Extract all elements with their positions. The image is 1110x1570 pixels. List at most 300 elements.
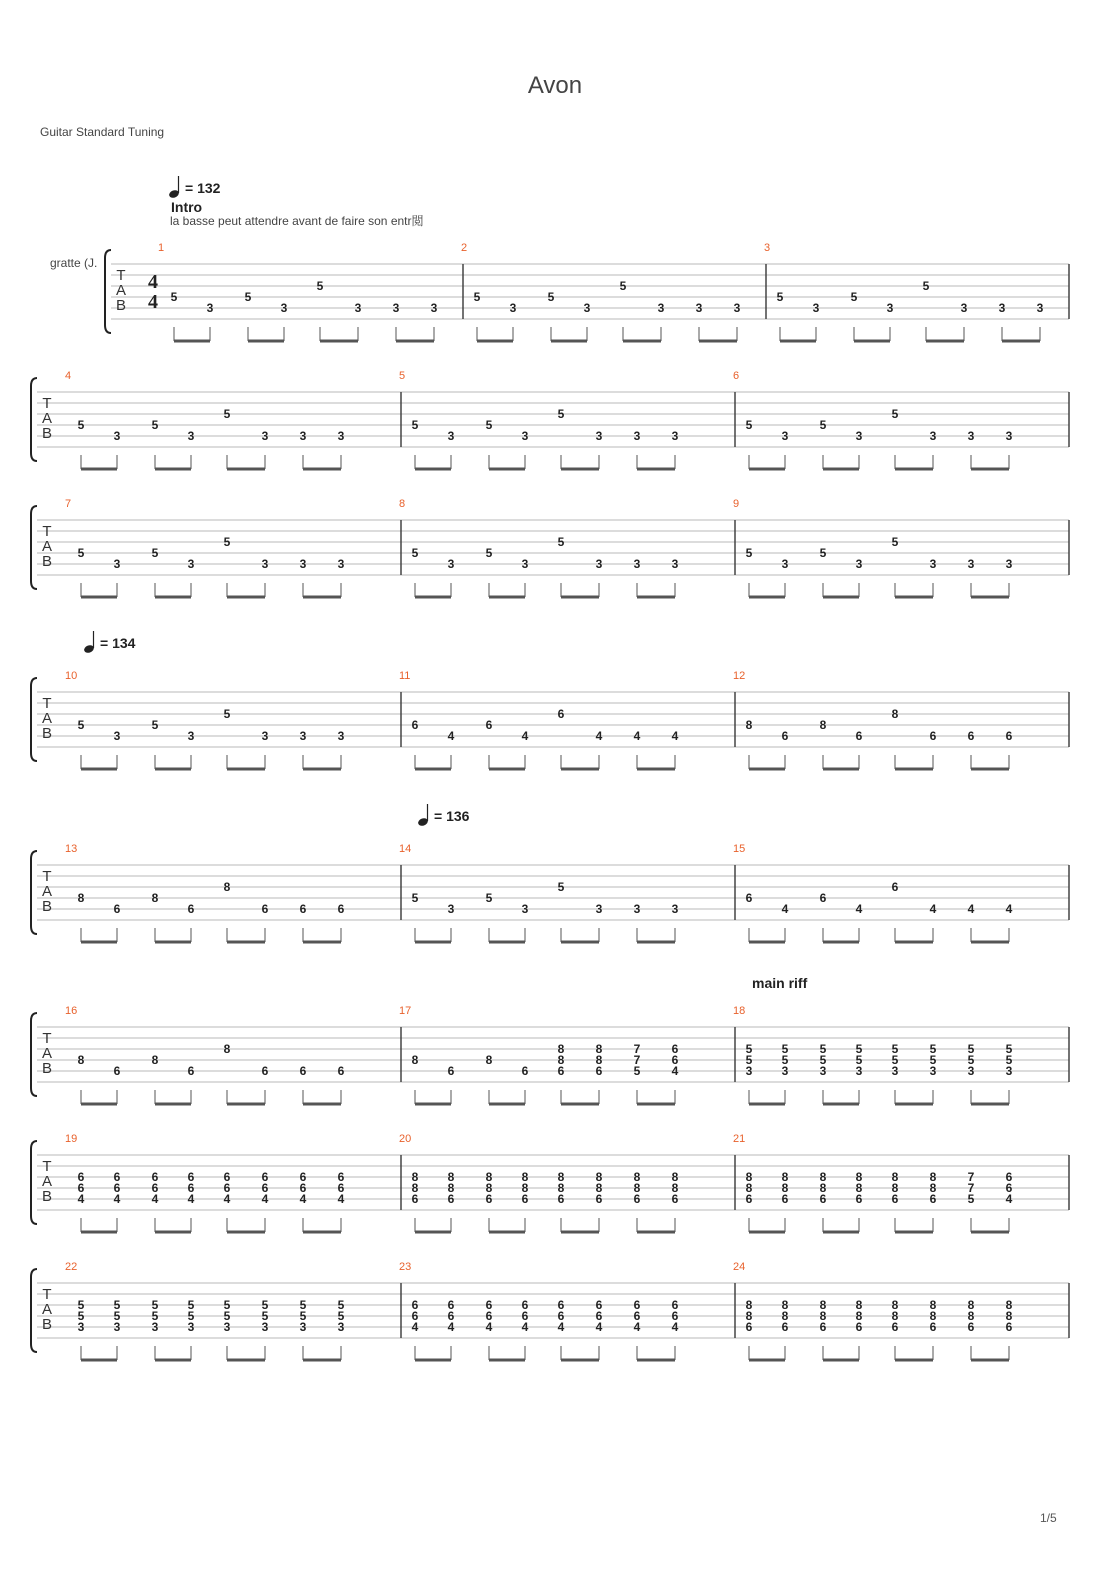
system-bracket: [31, 1013, 37, 1096]
fret-number: 5: [223, 1298, 231, 1312]
fret-number: 4: [337, 1192, 345, 1206]
fret-number: 6: [411, 1298, 419, 1312]
fret-number: 8: [411, 1181, 419, 1195]
fret-number: 3: [781, 429, 789, 443]
fret-number: 5: [299, 1309, 307, 1323]
fret-number: 5: [261, 1298, 269, 1312]
fret-number: 4: [633, 729, 641, 743]
fret-number: 4: [595, 729, 603, 743]
fret-number: 6: [261, 1064, 269, 1078]
tab-clef-letter: B: [41, 1060, 53, 1077]
fret-number: 4: [447, 729, 455, 743]
fret-number: 5: [891, 1042, 899, 1056]
fret-number: 3: [337, 1320, 345, 1334]
system-bracket: [105, 250, 111, 333]
fret-number: 8: [671, 1170, 679, 1184]
tab-clef-letter: T: [116, 267, 126, 284]
fret-number: 5: [1005, 1042, 1013, 1056]
fret-number: 6: [261, 1170, 269, 1184]
fret-number: 5: [77, 718, 85, 732]
fret-number: 7: [633, 1053, 641, 1067]
fret-number: 8: [557, 1042, 565, 1056]
fret-number: 6: [485, 1192, 493, 1206]
fret-number: 6: [671, 1053, 679, 1067]
fret-number: 8: [633, 1181, 641, 1195]
fret-number: 5: [485, 891, 493, 905]
fret-number: 3: [337, 429, 345, 443]
fret-number: 5: [891, 1053, 899, 1067]
fret-number: 5: [547, 290, 555, 304]
fret-number: 3: [671, 902, 679, 916]
fret-number: 6: [855, 729, 863, 743]
fret-number: 6: [595, 1192, 603, 1206]
fret-number: 4: [633, 1320, 641, 1334]
fret-number: 3: [1005, 557, 1013, 571]
tab-clef-letter: B: [41, 425, 53, 442]
fret-number: 6: [187, 1181, 195, 1195]
measure-number: 9: [733, 498, 740, 510]
fret-number: 5: [891, 407, 899, 421]
fret-number: 3: [299, 1320, 307, 1334]
fret-number: 3: [151, 1320, 159, 1334]
fret-number: 6: [187, 1064, 195, 1078]
fret-number: 6: [819, 1192, 827, 1206]
fret-number: 8: [521, 1181, 529, 1195]
fret-number: 8: [745, 1181, 753, 1195]
fret-number: 6: [151, 1181, 159, 1195]
fret-number: 6: [671, 1309, 679, 1323]
fret-number: 4: [595, 1320, 603, 1334]
fret-number: 8: [77, 891, 85, 905]
measure-number: 19: [65, 1133, 78, 1145]
fret-number: 3: [583, 301, 591, 315]
fret-number: 5: [151, 418, 159, 432]
fret-number: 5: [781, 1042, 789, 1056]
fret-number: 6: [745, 1192, 753, 1206]
fret-number: 4: [411, 1320, 419, 1334]
fret-number: 6: [337, 1170, 345, 1184]
fret-number: 3: [733, 301, 741, 315]
fret-number: 5: [855, 1053, 863, 1067]
fret-number: 6: [855, 1320, 863, 1334]
fret-number: 3: [113, 1320, 121, 1334]
fret-number: 3: [187, 557, 195, 571]
fret-number: 6: [411, 1192, 419, 1206]
fret-number: 8: [595, 1170, 603, 1184]
fret-number: 5: [745, 1053, 753, 1067]
fret-number: 4: [299, 1192, 307, 1206]
fret-number: 3: [509, 301, 517, 315]
fret-number: 3: [671, 557, 679, 571]
fret-number: 3: [447, 429, 455, 443]
fret-number: 3: [187, 729, 195, 743]
fret-number: 6: [557, 1192, 565, 1206]
fret-number: 5: [819, 546, 827, 560]
measure-number: 1: [158, 242, 165, 254]
fret-number: 8: [223, 1042, 231, 1056]
fret-number: 8: [819, 1181, 827, 1195]
fret-number: 6: [113, 902, 121, 916]
fret-number: 5: [819, 1042, 827, 1056]
measure-number: 5: [399, 370, 406, 382]
fret-number: 3: [657, 301, 665, 315]
fret-number: 6: [557, 1309, 565, 1323]
system-bracket: [31, 1269, 37, 1352]
fret-number: 6: [521, 1192, 529, 1206]
fret-number: 5: [819, 1053, 827, 1067]
fret-number: 5: [922, 279, 930, 293]
fret-number: 8: [891, 1309, 899, 1323]
fret-number: 3: [299, 429, 307, 443]
fret-number: 5: [170, 290, 178, 304]
tab-clef-letter: T: [42, 523, 52, 540]
fret-number: 5: [473, 290, 481, 304]
fret-number: 8: [745, 1309, 753, 1323]
fret-number: 8: [1005, 1298, 1013, 1312]
fret-number: 8: [781, 1170, 789, 1184]
tuning-label: Guitar Standard Tuning: [40, 125, 165, 139]
fret-number: 5: [316, 279, 324, 293]
fret-number: 3: [261, 429, 269, 443]
measure-number: 18: [733, 1005, 746, 1017]
fret-number: 6: [595, 1064, 603, 1078]
fret-number: 5: [151, 1298, 159, 1312]
tempo-marking: = 134: [100, 635, 136, 651]
fret-number: 3: [891, 1064, 899, 1078]
fret-number: 5: [261, 1309, 269, 1323]
fret-number: 8: [855, 1309, 863, 1323]
fret-number: 8: [819, 1309, 827, 1323]
tab-clef-letter: T: [42, 395, 52, 412]
fret-number: 6: [447, 1309, 455, 1323]
fret-number: 6: [299, 902, 307, 916]
section-label: main riff: [752, 975, 808, 991]
fret-number: 4: [187, 1192, 195, 1206]
tab-clef-letter: A: [41, 410, 53, 427]
fret-number: 6: [929, 1192, 937, 1206]
fret-number: 8: [929, 1170, 937, 1184]
fret-number: 8: [781, 1298, 789, 1312]
fret-number: 3: [280, 301, 288, 315]
fret-number: 6: [485, 1309, 493, 1323]
fret-number: 4: [671, 729, 679, 743]
fret-number: 6: [521, 1309, 529, 1323]
fret-number: 5: [891, 535, 899, 549]
tab-clef-letter: B: [41, 1316, 53, 1333]
fret-number: 3: [633, 557, 641, 571]
fret-number: 6: [781, 1320, 789, 1334]
fret-number: 3: [113, 557, 121, 571]
fret-number: 6: [633, 1192, 641, 1206]
fret-number: 8: [929, 1181, 937, 1195]
measure-number: 12: [733, 670, 746, 682]
fret-number: 6: [819, 891, 827, 905]
fret-number: 5: [819, 418, 827, 432]
fret-number: 3: [595, 902, 603, 916]
tempo-marking: = 132: [185, 180, 221, 196]
fret-number: 4: [1005, 1192, 1013, 1206]
fret-number: 3: [855, 1064, 863, 1078]
fret-number: 4: [671, 1320, 679, 1334]
fret-number: 6: [671, 1298, 679, 1312]
fret-number: 5: [223, 1309, 231, 1323]
fret-number: 3: [1005, 1064, 1013, 1078]
system-bracket: [31, 851, 37, 934]
fret-number: 6: [929, 1320, 937, 1334]
system-bracket: [31, 678, 37, 761]
fret-number: 4: [485, 1320, 493, 1334]
fret-number: 6: [1005, 729, 1013, 743]
measure-number: 23: [399, 1261, 412, 1273]
fret-number: 4: [557, 1320, 565, 1334]
fret-number: 5: [745, 418, 753, 432]
instrument-name: gratte (J.: [50, 256, 98, 270]
fret-number: 3: [886, 301, 894, 315]
fret-number: 5: [223, 535, 231, 549]
section-label: Intro: [171, 199, 203, 215]
fret-number: 3: [781, 1064, 789, 1078]
fret-number: 6: [557, 707, 565, 721]
fret-number: 6: [521, 1298, 529, 1312]
system-bracket: [31, 506, 37, 589]
fret-number: 3: [354, 301, 362, 315]
measure-number: 2: [461, 242, 468, 254]
fret-number: 6: [929, 729, 937, 743]
fret-number: 6: [261, 1181, 269, 1195]
fret-number: 5: [557, 880, 565, 894]
fret-number: 5: [929, 1042, 937, 1056]
fret-number: 4: [447, 1320, 455, 1334]
fret-number: 3: [337, 557, 345, 571]
fret-number: 3: [998, 301, 1006, 315]
fret-number: 8: [411, 1170, 419, 1184]
fret-number: 5: [411, 418, 419, 432]
fret-number: 3: [299, 729, 307, 743]
tab-clef-letter: T: [42, 1030, 52, 1047]
fret-number: 6: [485, 718, 493, 732]
fret-number: 4: [77, 1192, 85, 1206]
fret-number: 3: [521, 429, 529, 443]
score-title: Avon: [527, 72, 583, 99]
fret-number: 3: [392, 301, 400, 315]
fret-number: 6: [595, 1298, 603, 1312]
fret-number: 5: [619, 279, 627, 293]
fret-number: 6: [299, 1181, 307, 1195]
measure-number: 14: [399, 843, 412, 855]
fret-number: 6: [411, 718, 419, 732]
fret-number: 8: [485, 1170, 493, 1184]
fret-number: 3: [929, 1064, 937, 1078]
tab-clef-letter: B: [115, 297, 127, 314]
fret-number: 3: [261, 1320, 269, 1334]
fret-number: 6: [521, 1064, 529, 1078]
fret-number: 3: [447, 902, 455, 916]
fret-number: 3: [745, 1064, 753, 1078]
fret-number: 8: [151, 1053, 159, 1067]
fret-number: 3: [521, 902, 529, 916]
fret-number: 3: [967, 1064, 975, 1078]
fret-number: 6: [77, 1170, 85, 1184]
fret-number: 6: [967, 729, 975, 743]
fret-number: 6: [1005, 1170, 1013, 1184]
fret-number: 6: [671, 1042, 679, 1056]
system-bracket: [31, 378, 37, 461]
fret-number: 3: [929, 429, 937, 443]
fret-number: 8: [855, 1170, 863, 1184]
fret-number: 6: [781, 1192, 789, 1206]
fret-number: 6: [891, 1320, 899, 1334]
fret-number: 6: [891, 1192, 899, 1206]
fret-number: 8: [223, 880, 231, 894]
fret-number: 8: [929, 1309, 937, 1323]
fret-number: 5: [77, 546, 85, 560]
fret-number: 7: [633, 1042, 641, 1056]
fret-number: 5: [485, 546, 493, 560]
fret-number: 5: [781, 1053, 789, 1067]
fret-number: 4: [855, 902, 863, 916]
fret-number: 5: [557, 535, 565, 549]
fret-number: 6: [299, 1170, 307, 1184]
fret-number: 4: [671, 1064, 679, 1078]
fret-number: 8: [781, 1181, 789, 1195]
measure-number: 15: [733, 843, 746, 855]
fret-number: 5: [77, 418, 85, 432]
fret-number: 8: [595, 1042, 603, 1056]
fret-number: 8: [595, 1181, 603, 1195]
tab-clef-letter: A: [41, 710, 53, 727]
fret-number: 8: [557, 1170, 565, 1184]
fret-number: 8: [745, 1170, 753, 1184]
fret-number: 8: [77, 1053, 85, 1067]
fret-number: 5: [855, 1042, 863, 1056]
fret-number: 5: [776, 290, 784, 304]
fret-number: 5: [967, 1042, 975, 1056]
fret-number: 5: [151, 718, 159, 732]
fret-number: 3: [261, 729, 269, 743]
measure-number: 16: [65, 1005, 78, 1017]
fret-number: 3: [447, 557, 455, 571]
fret-number: 5: [411, 891, 419, 905]
fret-number: 6: [967, 1320, 975, 1334]
measure-number: 6: [733, 370, 740, 382]
fret-number: 5: [967, 1192, 975, 1206]
fret-number: 6: [447, 1298, 455, 1312]
tab-clef-letter: B: [41, 553, 53, 570]
fret-number: 5: [187, 1309, 195, 1323]
fret-number: 6: [447, 1064, 455, 1078]
fret-number: 5: [1005, 1053, 1013, 1067]
fret-number: 8: [855, 1298, 863, 1312]
fret-number: 8: [891, 707, 899, 721]
fret-number: 5: [337, 1298, 345, 1312]
fret-number: 5: [485, 418, 493, 432]
fret-number: 6: [595, 1309, 603, 1323]
fret-number: 6: [745, 891, 753, 905]
fret-number: 6: [261, 902, 269, 916]
fret-number: 5: [113, 1309, 121, 1323]
fret-number: 8: [855, 1181, 863, 1195]
fret-number: 3: [781, 557, 789, 571]
fret-number: 6: [781, 729, 789, 743]
fret-number: 8: [819, 1298, 827, 1312]
tab-clef-letter: B: [41, 1188, 53, 1205]
fret-number: 6: [113, 1170, 121, 1184]
measure-number: 24: [733, 1261, 746, 1273]
tab-clef-letter: T: [42, 868, 52, 885]
measure-number: 17: [399, 1005, 412, 1017]
fret-number: 5: [223, 407, 231, 421]
fret-number: 3: [206, 301, 214, 315]
fret-number: 3: [1036, 301, 1044, 315]
fret-number: 8: [151, 891, 159, 905]
measure-number: 3: [764, 242, 771, 254]
time-signature-digit: 4: [148, 291, 158, 313]
tab-clef-letter: B: [41, 898, 53, 915]
fret-number: 8: [929, 1298, 937, 1312]
fret-number: 3: [187, 1320, 195, 1334]
fret-number: 6: [1005, 1181, 1013, 1195]
fret-number: 8: [447, 1170, 455, 1184]
fret-number: 5: [850, 290, 858, 304]
fret-number: 6: [113, 1064, 121, 1078]
fret-number: 6: [223, 1181, 231, 1195]
tab-clef-letter: T: [42, 695, 52, 712]
fret-number: 5: [151, 546, 159, 560]
fret-number: 3: [967, 557, 975, 571]
fret-number: 8: [485, 1181, 493, 1195]
fret-number: 3: [337, 729, 345, 743]
fret-number: 8: [891, 1298, 899, 1312]
fret-number: 3: [113, 429, 121, 443]
fret-number: 6: [819, 1320, 827, 1334]
fret-number: 4: [1005, 902, 1013, 916]
system-bracket: [31, 1141, 37, 1224]
fret-number: 3: [223, 1320, 231, 1334]
fret-number: 5: [187, 1298, 195, 1312]
measure-number: 8: [399, 498, 406, 510]
fret-number: 6: [557, 1064, 565, 1078]
fret-number: 6: [151, 1170, 159, 1184]
fret-number: 3: [187, 429, 195, 443]
page-number: 1/5: [1040, 1511, 1057, 1525]
fret-number: 5: [745, 546, 753, 560]
fret-number: 6: [557, 1298, 565, 1312]
fret-number: 3: [1005, 429, 1013, 443]
fret-number: 6: [855, 1192, 863, 1206]
fret-number: 3: [967, 429, 975, 443]
fret-number: 6: [337, 1064, 345, 1078]
fret-number: 8: [633, 1170, 641, 1184]
fret-number: 6: [337, 902, 345, 916]
fret-number: 8: [557, 1053, 565, 1067]
fret-number: 3: [812, 301, 820, 315]
fret-number: 3: [261, 557, 269, 571]
fret-number: 8: [967, 1309, 975, 1323]
fret-number: 3: [960, 301, 968, 315]
fret-number: 4: [113, 1192, 121, 1206]
fret-number: 6: [671, 1192, 679, 1206]
fret-number: 8: [557, 1181, 565, 1195]
measure-number: 13: [65, 843, 78, 855]
fret-number: 8: [891, 1170, 899, 1184]
fret-number: 3: [633, 429, 641, 443]
fret-number: 7: [967, 1181, 975, 1195]
fret-number: 8: [1005, 1309, 1013, 1323]
fret-number: 4: [521, 1320, 529, 1334]
fret-number: 5: [299, 1298, 307, 1312]
fret-number: 3: [595, 557, 603, 571]
fret-number: 4: [781, 902, 789, 916]
